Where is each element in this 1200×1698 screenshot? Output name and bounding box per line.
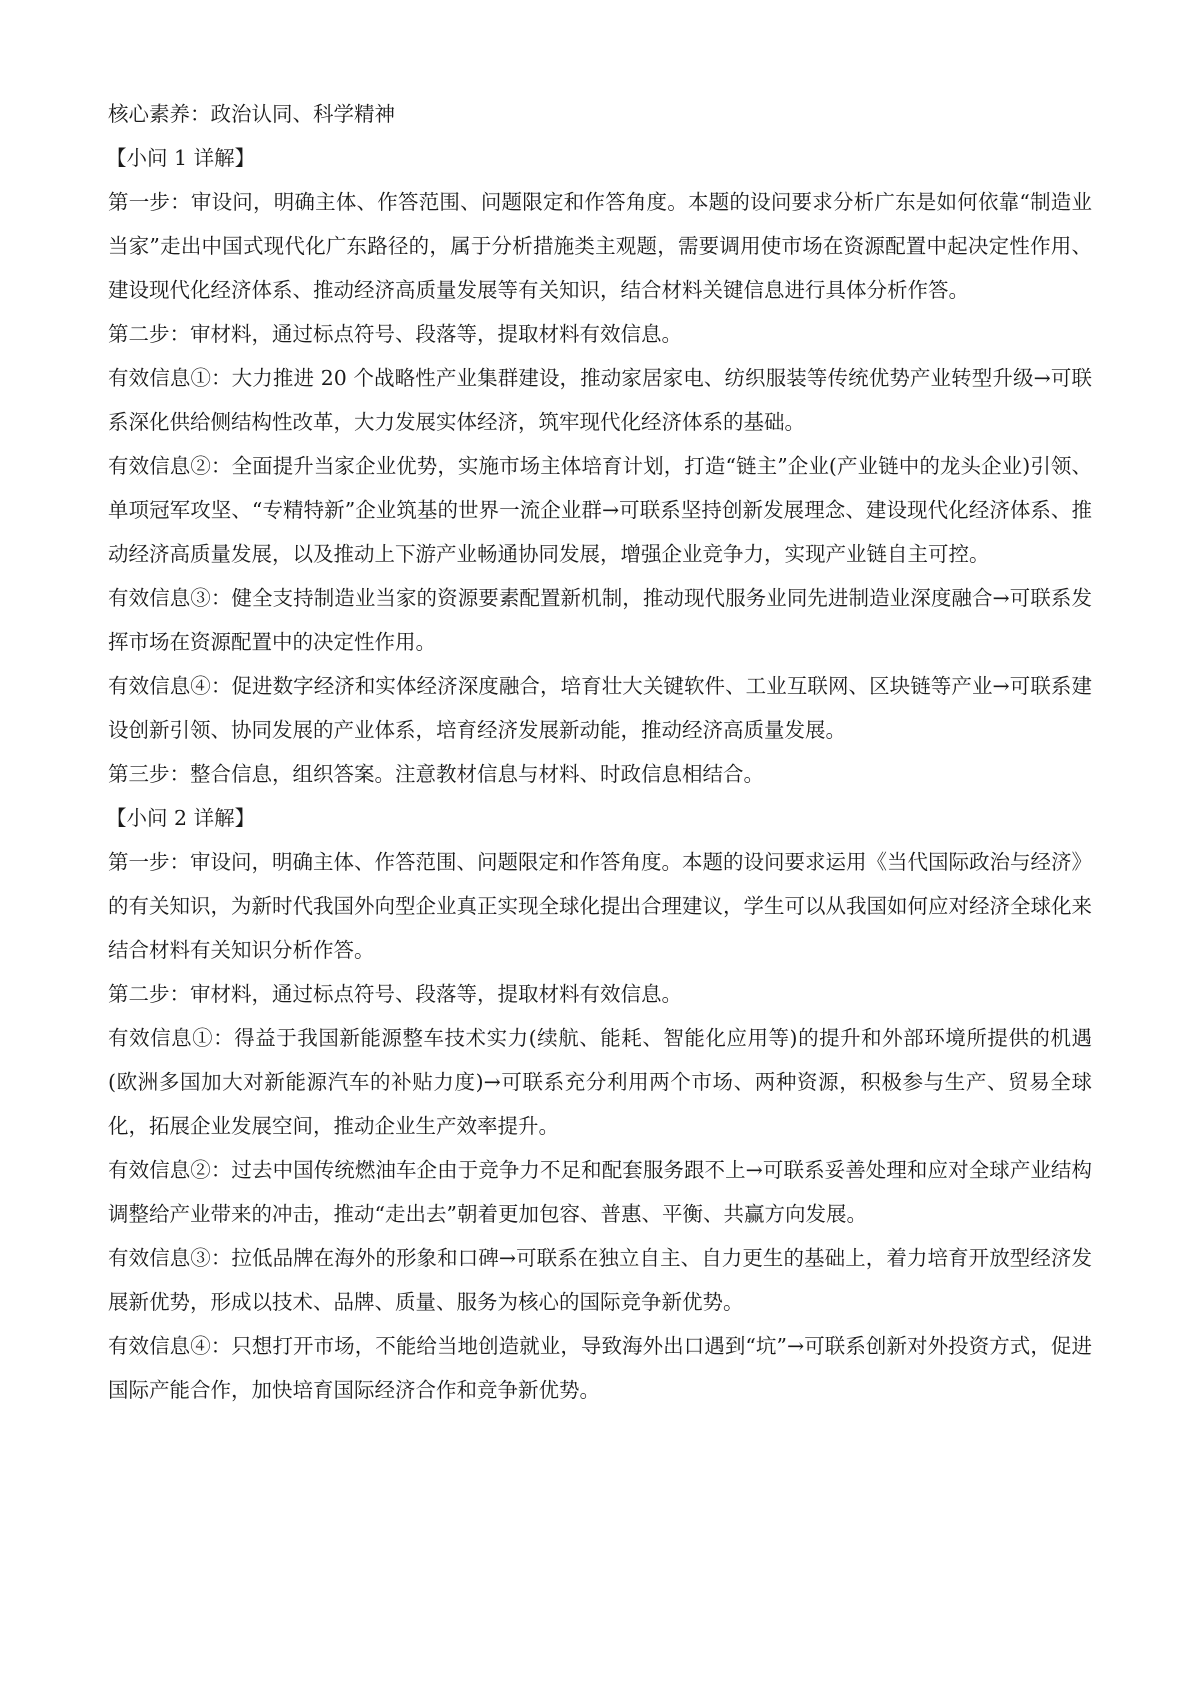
core-literacy: 核心素养：政治认同、科学精神 <box>108 102 395 126</box>
q1-step3: 第三步：整合信息，组织答案。注意教材信息与材料、时政信息相结合。 <box>108 762 764 786</box>
q2-info4: 有效信息④：只想打开市场，不能给当地创造就业，导致海外出口遇到“坑”→可联系创新对外投资方式，促进国际产能合作，加快培育国际经济合作和竞争新优势。 <box>108 1334 1092 1402</box>
q2-heading: 【小问 2 详解】 <box>106 806 256 830</box>
q1-info4: 有效信息④：促进数字经济和实体经济深度融合，培育壮大关键软件、工业互联网、区块链等产业→可联系建设创新引领、协同发展的产业体系，培育经济发展新动能，推动经济高质量发展。 <box>108 674 1092 742</box>
q1-step2: 第二步：审材料，通过标点符号、段落等，提取材料有效信息。 <box>108 322 682 346</box>
q2-info2: 有效信息②：过去中国传统燃油车企由于竞争力不足和配套服务跟不上→可联系妥善处理和应对全球产业结构调整给产业带来的冲击，推动“走出去”朝着更加包容、普惠、平衡、共赢方向发展。 <box>108 1158 1092 1226</box>
q1-step1: 第一步：审设问，明确主体、作答范围、问题限定和作答角度。本题的设问要求分析广东是如何依靠“制造业当家”走出中国式现代化广东路径的，属于分析措施类主观题，需要调用使市场在资源配置中起决定性作用、建设现代化经济体系、推动经济高质量发展等有关知识，结合材料关键信息进行具体分析作答。 <box>108 190 1092 302</box>
q2-step1: 第一步：审设问，明确主体、作答范围、问题限定和作答角度。本题的设问要求运用《当代国际政治与经济》的有关知识，为新时代我国外向型企业真正实现全球化提出合理建议，学生可以从我国如何应对经济全球化来结合材料有关知识分析作答。 <box>108 850 1092 962</box>
q1-info2: 有效信息②：全面提升当家企业优势，实施市场主体培育计划，打造“链主”企业(产业链中的龙头企业)引领、单项冠军攻坚、“专精特新”企业筑基的世界一流企业群→可联系坚持创新发展理念、建设现代化经济体系、推动经济高质量发展，以及推动上下游产业畅通协同发展，增强企业竞争力，实现产业链自主可控。 <box>108 454 1092 566</box>
q2-info1: 有效信息①：得益于我国新能源整车技术实力(续航、能耗、智能化应用等)的提升和外部环境所提供的机遇(欧洲多国加大对新能源汽车的补贴力度)→可联系充分利用两个市场、两种资源，积极参与生产、贸易全球化，拓展企业发展空间，推动企业生产效率提升。 <box>108 1026 1092 1138</box>
q1-info1: 有效信息①：大力推进 20 个战略性产业集群建设，推动家居家电、纺织服装等传统优势产业转型升级→可联系深化供给侧结构性改革，大力发展实体经济，筑牢现代化经济体系的基础。 <box>108 366 1092 434</box>
q2-step2: 第二步：审材料，通过标点符号、段落等，提取材料有效信息。 <box>108 982 682 1006</box>
q1-heading: 【小问 1 详解】 <box>106 146 256 170</box>
q2-info3: 有效信息③：拉低品牌在海外的形象和口碑→可联系在独立自主、自力更生的基础上，着力培育开放型经济发展新优势，形成以技术、品牌、质量、服务为核心的国际竞争新优势。 <box>108 1246 1092 1314</box>
q1-info3: 有效信息③：健全支持制造业当家的资源要素配置新机制，推动现代服务业同先进制造业深度融合→可联系发挥市场在资源配置中的决定性作用。 <box>108 586 1092 654</box>
